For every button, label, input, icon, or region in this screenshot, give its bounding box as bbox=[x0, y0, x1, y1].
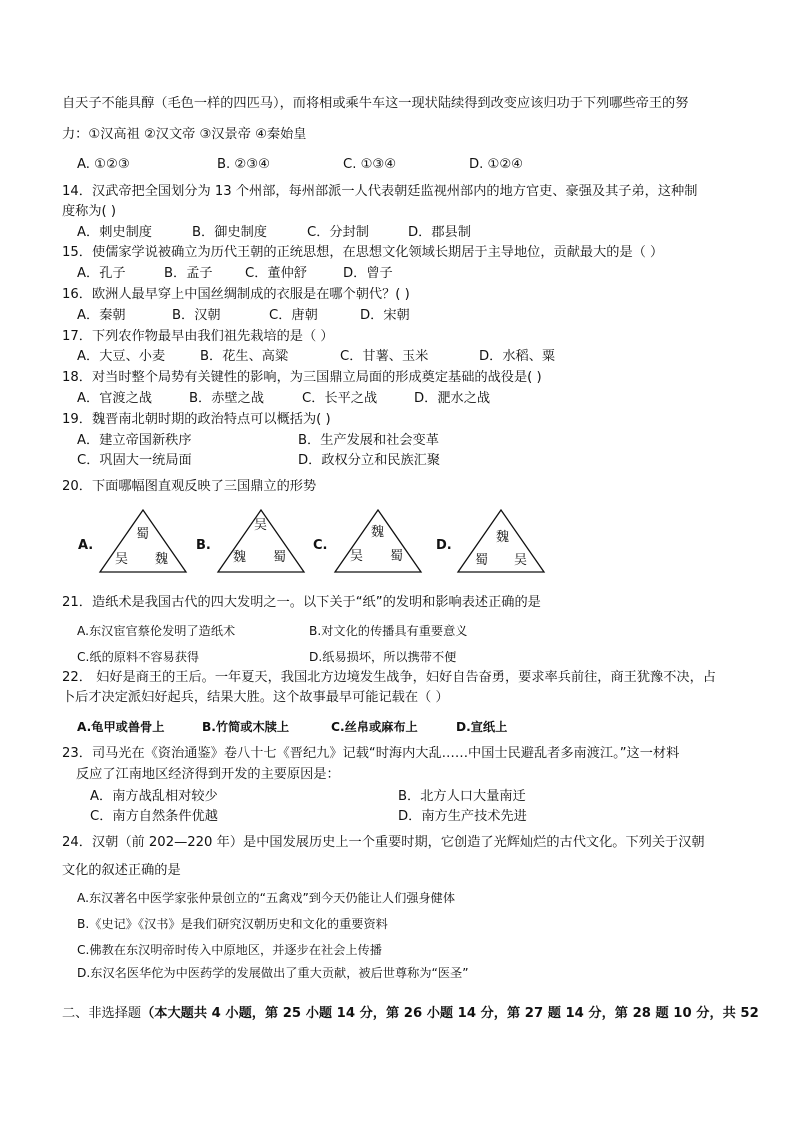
q17-option-b: B．花生、高粱 bbox=[200, 349, 289, 364]
q22-option-b: B.竹简或木牍上 bbox=[202, 720, 290, 734]
q16-option-a: A．秦朝 bbox=[77, 308, 126, 323]
q20-figure-d bbox=[436, 508, 556, 576]
q22-option-c: C.丝帛或麻布上 bbox=[331, 720, 418, 734]
q23-option-b: B．北方人口大量南迁 bbox=[398, 789, 526, 804]
q14-line2: 度称为( ) bbox=[62, 204, 117, 219]
q19-option-c: C．巩固大一统局面 bbox=[77, 453, 192, 468]
q18-line1: 18．对当时整个局势有关键性的影响，为三国鼎立局面的形成奠定基础的战役是( ) bbox=[62, 370, 542, 385]
q13-option-d: D. ①②④ bbox=[469, 157, 524, 172]
q20-figure-b-top: 吴 bbox=[254, 518, 268, 533]
q23-option-a: A．南方战乱相对较少 bbox=[90, 789, 218, 804]
q13-option-b: B. ②③④ bbox=[217, 157, 270, 172]
q14-option-c: C．分封制 bbox=[307, 225, 369, 240]
q24-line1: 24．汉朝（前 202—220 年）是中国发展历史上一个重要时期，它创造了光辉灿烂的古代文化。下列关于汉朝 bbox=[62, 835, 705, 850]
q14-option-d: D．郡县制 bbox=[408, 225, 471, 240]
q20-figure-c-left: 吴 bbox=[350, 549, 364, 564]
q22-option-d: D.宣纸上 bbox=[456, 720, 508, 734]
q20-figure-c-triangle bbox=[333, 508, 423, 574]
q21-option-d: D.纸易损坏，所以携带不便 bbox=[309, 650, 457, 664]
q23-line2: 反应了江南地区经济得到开发的主要原因是： bbox=[76, 767, 340, 782]
q17-option-c: C．甘薯、玉米 bbox=[340, 349, 429, 364]
q20-figure-c bbox=[313, 508, 433, 576]
section2-heading: 二、非选择题 bbox=[62, 1006, 142, 1021]
q24-option-b: B.《史记》《汉书》是我们研究汉朝历史和文化的重要资料 bbox=[77, 917, 388, 931]
q16-option-b: B．汉朝 bbox=[172, 308, 221, 323]
q19-option-a: A．建立帝国新秩序 bbox=[77, 433, 192, 448]
q23-option-c: C．南方自然条件优越 bbox=[90, 809, 218, 824]
section2-line bbox=[62, 1005, 759, 1023]
q16-option-c: C．唐朝 bbox=[269, 308, 318, 323]
q24-option-a: A.东汉著名中医学家张仲景创立的“五禽戏”到今天仍能让人们强身健体 bbox=[77, 891, 456, 905]
q18-option-a: A．官渡之战 bbox=[77, 391, 152, 406]
q18-option-b: B．赤壁之战 bbox=[189, 391, 264, 406]
q14-option-b: B．御史制度 bbox=[192, 225, 267, 240]
q20-figure-d-right: 吴 bbox=[514, 553, 528, 568]
q14-line1: 14．汉武帝把全国划分为 13 个州部，每州部派一人代表朝廷监视州部内的地方官吏、豪强及其子弟，这种制 bbox=[62, 184, 698, 199]
q20-figure-b-letter: B. bbox=[196, 538, 211, 553]
q20-line1: 20．下面哪幅图直观反映了三国鼎立的形势 bbox=[62, 479, 317, 494]
q20-figure-b-right: 蜀 bbox=[273, 550, 287, 565]
q20-figure-c-top: 魏 bbox=[371, 525, 385, 540]
q16-line1: 16．欧洲人最早穿上中国丝绸制成的衣服是在哪个朝代？( ) bbox=[62, 287, 410, 302]
q21-option-b: B.对文化的传播具有重要意义 bbox=[309, 624, 468, 638]
q15-line1: 15．使儒家学说被确立为历代王朝的正统思想，在思想文化领域长期居于主导地位，贡献最大的是（ ） bbox=[62, 245, 664, 260]
q21-line1: 21．造纸术是我国古代的四大发明之一。以下关于“纸”的发明和影响表述正确的是 bbox=[62, 595, 541, 610]
q20-figure-c-letter: C. bbox=[313, 538, 328, 553]
q13-option-c: C. ①③④ bbox=[343, 157, 397, 172]
q15-option-a: A．孔子 bbox=[77, 266, 126, 281]
q23-line1: 23．司马光在《资治通鉴》卷八十七《晋纪九》记载“时海内大乱……中国士民避乱者多南渡江。”这一材料 bbox=[62, 746, 680, 761]
q20-figure-d-left: 蜀 bbox=[475, 553, 489, 568]
q24-line2: 文化的叙述正确的是 bbox=[62, 863, 181, 878]
q20-figure-a-letter: A. bbox=[78, 538, 94, 553]
q18-option-d: D．淝水之战 bbox=[414, 391, 491, 406]
q21-option-c: C.纸的原料不容易获得 bbox=[77, 650, 200, 664]
q20-figure-a bbox=[78, 508, 198, 576]
q20-figure-a-right: 魏 bbox=[155, 552, 169, 567]
q19-option-d: D．政权分立和民族汇聚 bbox=[298, 453, 441, 468]
q24-option-d: D.东汉名医华佗为中医药学的发展做出了重大贡献，被后世尊称为“医圣” bbox=[77, 966, 469, 980]
q20-figure-c-right: 蜀 bbox=[390, 549, 404, 564]
q24-option-c: C.佛教在东汉明帝时传入中原地区，并逐步在社会上传播 bbox=[77, 943, 382, 957]
q20-figure-a-top: 蜀 bbox=[136, 527, 150, 542]
q13-option-a: A. ①②③ bbox=[77, 157, 130, 172]
q15-option-b: B．孟子 bbox=[164, 266, 213, 281]
q18-option-c: C．长平之战 bbox=[302, 391, 378, 406]
q16-option-d: D．宋朝 bbox=[360, 308, 410, 323]
q19-option-b: B．生产发展和社会变革 bbox=[298, 433, 439, 448]
q15-option-d: D．曾子 bbox=[343, 266, 393, 281]
q21-option-a: A.东汉宦官蔡伦发明了造纸术 bbox=[77, 624, 236, 638]
q15-option-c: C．董仲舒 bbox=[245, 266, 307, 281]
q14-option-a: A．刺史制度 bbox=[77, 225, 152, 240]
q23-option-d: D．南方生产技术先进 bbox=[398, 809, 527, 824]
q17-line1: 17．下列农作物最早由我们祖先栽培的是（ ） bbox=[62, 329, 334, 344]
q20-figure-a-left: 吴 bbox=[115, 552, 129, 567]
q22-line2: 卜后才决定派妇好起兵，结果大胜。这个故事最早可能记载在（ ） bbox=[62, 690, 449, 705]
q20-figure-d-letter: D. bbox=[436, 538, 452, 553]
q22-option-a: A.龟甲或兽骨上 bbox=[77, 720, 165, 734]
q17-option-d: D．水稻、粟 bbox=[479, 349, 556, 364]
q22-line1: 22． 妇好是商王的王后。一年夏天，我国北方边境发生战争，妇好自告奋勇，要求率兵前往，商王犹豫不决，占 bbox=[62, 670, 716, 685]
q20-figure-b bbox=[196, 508, 316, 576]
section2-description: （本大题共 4 小题，第 25 小题 14 分，第 26 小题 14 分，第 27 题 14 分，第 28 题 10 分，共 52 bbox=[141, 1006, 759, 1021]
q20-figure-b-left: 魏 bbox=[233, 550, 247, 565]
q17-option-a: A．大豆、小麦 bbox=[77, 349, 166, 364]
q13-line1: 自天子不能具醇（毛色一样的四匹马），而将相或乘牛车这一现状陆续得到改变应该归功于下列哪些帝王的努 bbox=[62, 96, 689, 111]
q19-line1: 19．魏晋南北朝时期的政治特点可以概括为( ) bbox=[62, 412, 331, 427]
q20-figure-d-top: 魏 bbox=[496, 530, 510, 545]
q13-line2: 力：①汉高祖 ②汉文帝 ③汉景帝 ④秦始皇 bbox=[62, 127, 307, 142]
